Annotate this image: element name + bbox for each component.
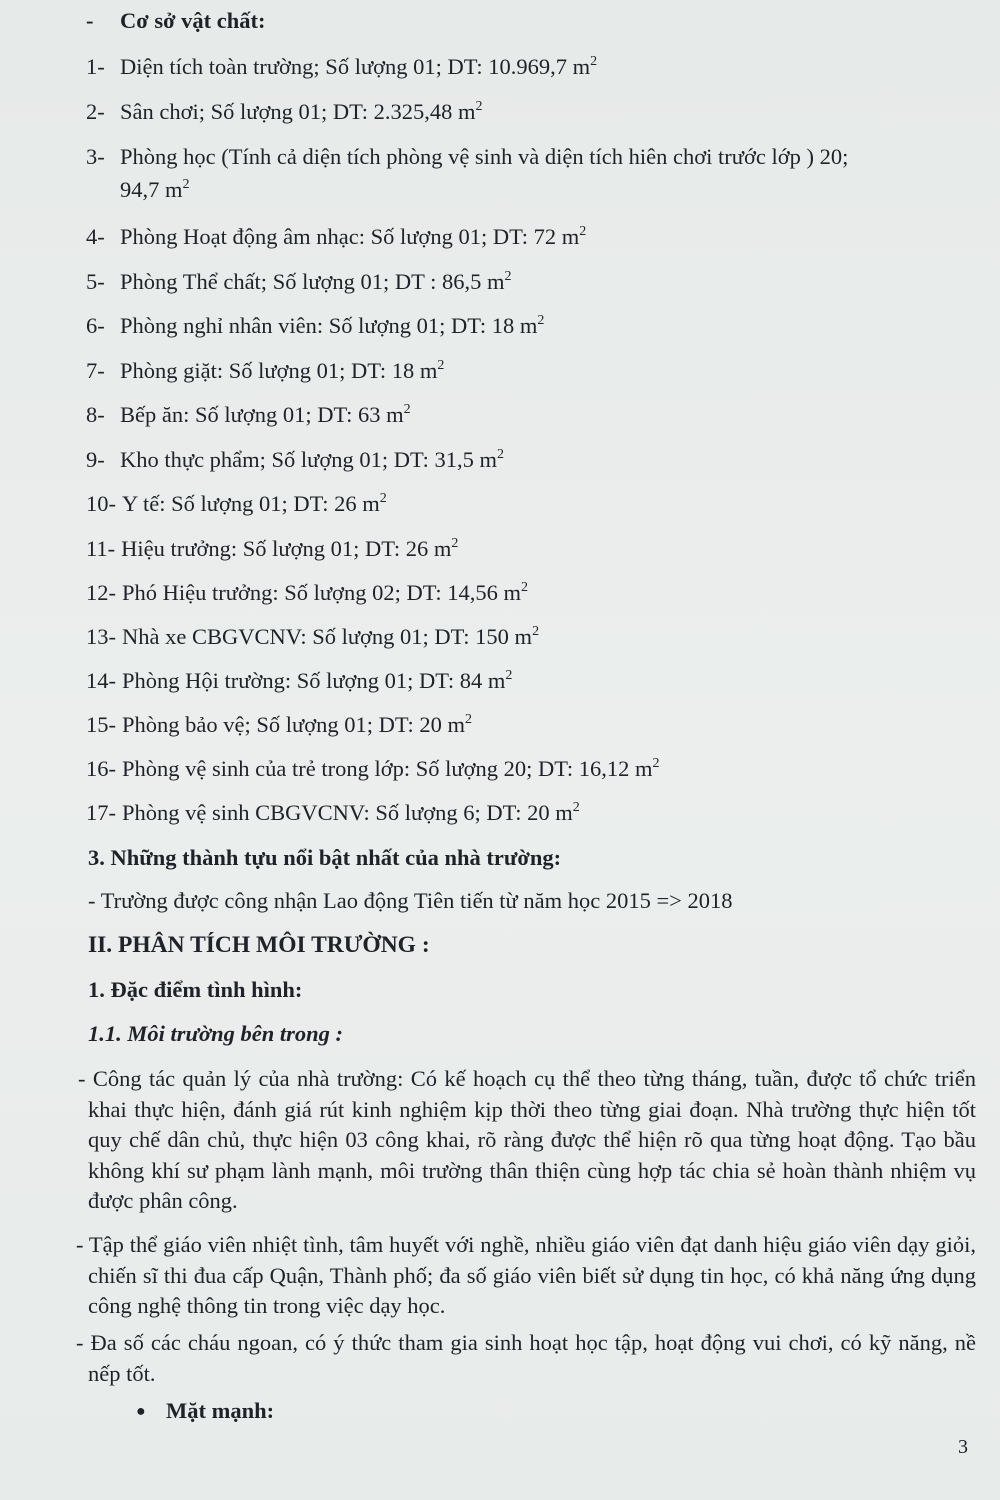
facility-item-number: 14- [86,668,116,693]
facility-item-unit-exponent: 2 [475,99,483,114]
paragraph-teachers: - Tập thể giáo viên nhiệt tình, tâm huyết với nghề, nhiều giáo viên đạt danh hiệu giáo viên dạy giỏi, chiến sĩ thi đua cấp Quận, Thành phố; đa số giáo viên biết sử dụng tin học, có khả năng ứng dụng công nghệ thông tin trong việc dạy học. [76,1232,976,1318]
facility-item [86,222,586,252]
facility-item-unit-exponent: 2 [505,668,513,683]
facility-item-unit-exponent: 2 [379,491,387,506]
facility-item-continuation-text: 94,7 m [120,177,183,202]
facility-item [86,489,387,519]
facility-item [86,52,597,82]
facility-item-unit-exponent: 2 [403,402,411,417]
facility-item-unit-exponent: 2 [520,580,528,595]
paragraph-children: - Đa số các cháu ngoan, có ý thức tham gia sinh hoạt học tập, hoạt động vui chơi, có kỹ năng, nề nếp tốt. [76,1330,976,1386]
paragraph-management: - Công tác quản lý của nhà trường: Có kế hoạch cụ thể theo từng tháng, tuần, được tổ chức triển khai thực hiện, đánh giá rút kinh nghiệm kịp thời theo từng giai đoạn. Nhà trường thực hiện tốt quy chế dân chủ, thực hiện 03 công khai, rõ ràng được thể hiện rõ qua từng hoạt động. Tạo bầu không khí sư phạm lành mạnh, môi trường thân thiện cùng hợp tác chia sẻ hoàn thành nhiệm vụ được phân công. [78,1066,976,1213]
facility-item [86,311,544,341]
facility-item-unit-exponent: 2 [182,177,190,192]
facility-item-continuation [120,175,190,205]
facility-item-text: Kho thực phẩm; Số lượng 01; DT: 31,5 m [120,447,498,472]
facility-item-unit-exponent: 2 [451,536,459,551]
facility-item-text: Phòng Thể chất; Số lượng 01; DT : 86,5 m [120,269,505,294]
facility-item-number: 2- [86,99,105,124]
facility-item [86,578,528,608]
facility-item-text: Phòng nghỉ nhân viên: Số lượng 01; DT: 18 m [120,313,538,338]
facility-item-text: Phòng vệ sinh CBGVCNV: Số lượng 6; DT: 20 m [122,800,573,825]
facility-item [86,754,659,784]
facility-item-number: 7- [86,358,105,383]
facility-item-text: Phòng bảo vệ; Số lượng 01; DT: 20 m [122,712,465,737]
facility-item-number: 15- [86,712,116,737]
facility-item-number: 4- [86,224,105,249]
facility-item [86,142,976,172]
facility-item-text: Phòng Hội trường: Số lượng 01; DT: 84 m [122,668,506,693]
facility-item-text: Phòng Hoạt động âm nhạc: Số lượng 01; DT: 72 m [120,224,580,249]
facility-item-number: 12- [86,580,116,605]
facility-item-unit-exponent: 2 [464,712,472,727]
strengths-heading: ● Mặt mạnh: [136,1396,274,1427]
facility-item [86,622,539,652]
facility-item-unit-exponent: 2 [579,224,587,239]
facility-item-number: 6- [86,313,105,338]
facility-item-number: 10- [86,491,116,516]
facility-item [86,710,472,740]
facility-item-number: 3- [86,144,105,169]
facility-item-unit-exponent: 2 [532,624,540,639]
achievements-text: - Trường được công nhận Lao động Tiên tiến từ năm học 2015 => 2018 [88,888,733,913]
subsection-heading: 1. Đặc điểm tình hình: [88,977,303,1002]
facility-item-number: 8- [86,402,105,427]
facility-item-unit-exponent: 2 [504,269,512,284]
facility-item [86,798,580,828]
facility-item-text: Phòng học (Tính cả diện tích phòng vệ sinh và diện tích hiên chơi trước lớp ) 20; [120,144,849,169]
facility-item [86,534,458,564]
facility-item-number: 1- [86,54,105,79]
facility-item-text: Phó Hiệu trưởng: Số lượng 02; DT: 14,56 m [122,580,521,605]
facility-item [86,97,483,127]
facility-item-unit-exponent: 2 [652,756,660,771]
facility-item-unit-exponent: 2 [572,800,580,815]
facility-item [86,666,512,696]
facility-item-text: Nhà xe CBGVCNV: Số lượng 01; DT: 150 m [122,624,533,649]
facility-item-number: 13- [86,624,116,649]
facility-item-number: 11- [86,536,116,561]
facility-item-text: Bếp ăn: Số lượng 01; DT: 63 m [120,402,404,427]
facility-item [86,267,512,297]
facility-item-unit-exponent: 2 [497,447,505,462]
facility-item [86,445,504,475]
facility-item-number: 9- [86,447,105,472]
facility-item-text: Hiệu trưởng: Số lượng 01; DT: 26 m [121,536,452,561]
facility-item [86,356,444,386]
facility-item-text: Phòng vệ sinh của trẻ trong lớp: Số lượng 20; DT: 16,12 m [122,756,653,781]
page-number: 3 [958,1436,968,1458]
facility-item-number: 5- [86,269,105,294]
subsubsection-heading: 1.1. Môi trường bên trong : [88,1021,343,1046]
facility-item-text: Y tế: Số lượng 01; DT: 26 m [122,491,380,516]
facility-item-unit-exponent: 2 [437,358,445,373]
achievements-heading: 3. Những thành tựu nổi bật nhất của nhà trường: [88,845,562,870]
facility-item-text: Phòng giặt: Số lượng 01; DT: 18 m [120,358,438,383]
facility-item-text: Sân chơi; Số lượng 01; DT: 2.325,48 m [120,99,476,124]
facility-item-unit-exponent: 2 [537,313,545,328]
facility-item-number: 16- [86,756,116,781]
facility-item-text: Diện tích toàn trường; Số lượng 01; DT: 10.969,7 m [120,54,591,79]
section-heading: II. PHÂN TÍCH MÔI TRƯỜNG : [88,932,430,958]
facilities-heading: - Cơ sở vật chất: [86,8,266,33]
bullet-icon: ● [136,1403,146,1420]
facility-item-number: 17- [86,800,116,825]
facility-item [86,400,411,430]
facility-item-unit-exponent: 2 [590,54,598,69]
